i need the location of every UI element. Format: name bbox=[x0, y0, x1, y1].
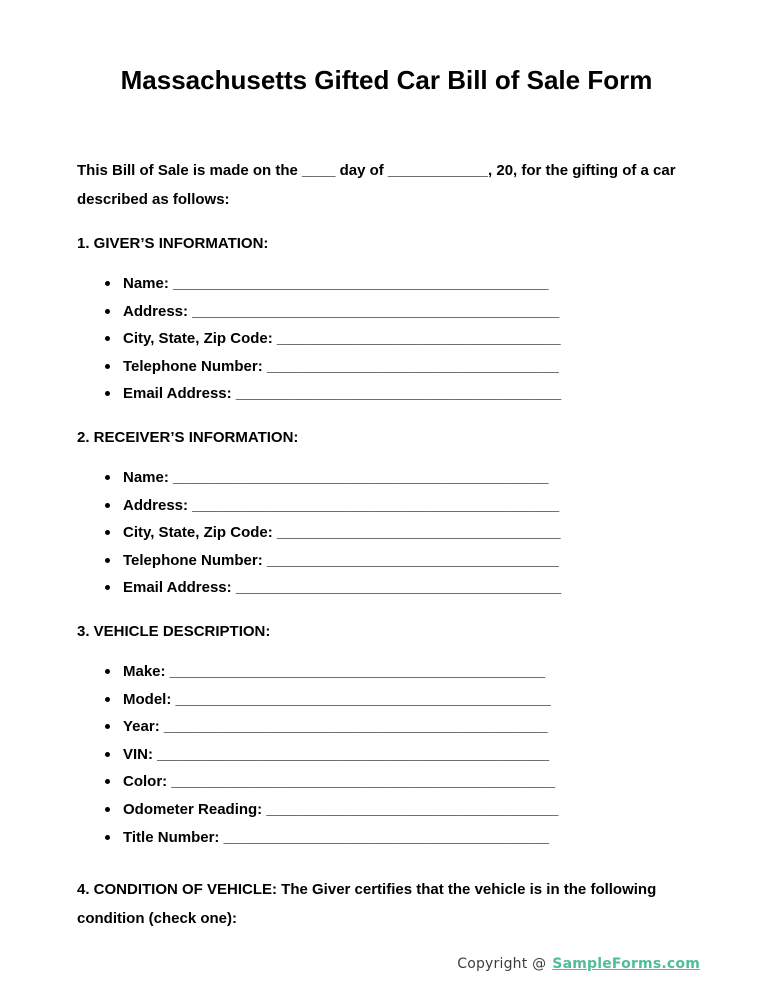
section-heading-condition-of-vehicle: 4. CONDITION OF VEHICLE: The Giver certifies that the vehicle is in the following condition (check one): bbox=[77, 881, 657, 928]
field-label: Name: _____________________________________________ bbox=[123, 468, 549, 486]
field-label: Email Address: _______________________________________ bbox=[123, 579, 562, 597]
field-label: Color: ______________________________________________ bbox=[123, 773, 556, 791]
section-heading-receivers-information: 2. RECEIVER’S INFORMATION: bbox=[77, 428, 299, 446]
copyright-text: Copyright @ bbox=[457, 956, 547, 972]
field-label: City, State, Zip Code: __________________________________ bbox=[123, 330, 561, 348]
field-giver-name bbox=[105, 270, 696, 298]
givers-information-list bbox=[77, 270, 696, 408]
field-giver-address bbox=[105, 298, 696, 326]
footer bbox=[457, 956, 700, 972]
field-receiver-address bbox=[105, 492, 696, 520]
field-vehicle-year bbox=[105, 713, 696, 741]
bullet-icon bbox=[105, 281, 110, 286]
bullet-icon bbox=[105, 835, 110, 840]
field-giver-telephone bbox=[105, 353, 696, 381]
bullet-icon bbox=[105, 309, 110, 314]
bullet-icon bbox=[105, 364, 110, 369]
field-vehicle-color bbox=[105, 768, 696, 796]
bullet-icon bbox=[105, 669, 110, 674]
bullet-icon bbox=[105, 391, 110, 396]
bullet-icon bbox=[105, 807, 110, 812]
bullet-icon bbox=[105, 558, 110, 563]
field-giver-city-state-zip bbox=[105, 325, 696, 353]
sampleforms-link[interactable]: SampleForms.com bbox=[552, 956, 700, 972]
field-label: Make: _____________________________________________ bbox=[123, 662, 546, 680]
field-label: Name: _____________________________________________ bbox=[123, 275, 549, 292]
bullet-icon bbox=[105, 503, 110, 508]
bullet-icon bbox=[105, 585, 110, 590]
field-label: Email Address: _______________________________________ bbox=[123, 385, 562, 403]
field-vehicle-odometer bbox=[105, 796, 696, 824]
bullet-icon bbox=[105, 724, 110, 729]
field-receiver-telephone bbox=[105, 547, 696, 575]
bullet-icon bbox=[105, 475, 110, 480]
field-vehicle-make bbox=[105, 658, 696, 686]
bullet-icon bbox=[105, 752, 110, 757]
field-label: Telephone Number: ___________________________________ bbox=[123, 551, 559, 569]
vehicle-description-list bbox=[77, 658, 696, 851]
field-receiver-city-state-zip bbox=[105, 519, 696, 547]
field-vehicle-title-number bbox=[105, 824, 696, 852]
field-receiver-name bbox=[105, 464, 696, 492]
field-label: Title Number: _______________________________________ bbox=[123, 828, 549, 846]
intro-paragraph: This Bill of Sale is made on the ____ day of ____________, 20, for the gifting of a car described as follows: bbox=[77, 162, 676, 208]
bullet-icon bbox=[105, 336, 110, 341]
field-label: Telephone Number: ___________________________________ bbox=[123, 357, 559, 375]
bullet-icon bbox=[105, 697, 110, 702]
field-label: VIN: _______________________________________________ bbox=[123, 745, 550, 763]
field-label: Odometer Reading: ___________________________________ bbox=[123, 800, 559, 818]
field-label: Address: ____________________________________________ bbox=[123, 496, 560, 514]
field-receiver-email bbox=[105, 574, 696, 602]
section-heading-givers-information: 1. GIVER’S INFORMATION: bbox=[77, 235, 269, 252]
field-vehicle-vin bbox=[105, 741, 696, 769]
bullet-icon bbox=[105, 530, 110, 535]
form-title: Massachusetts Gifted Car Bill of Sale Form bbox=[120, 65, 653, 95]
field-label: Model: _____________________________________________ bbox=[123, 690, 551, 708]
bullet-icon bbox=[105, 779, 110, 784]
receivers-information-list bbox=[77, 464, 696, 602]
field-giver-email bbox=[105, 380, 696, 408]
section-heading-vehicle-description: 3. VEHICLE DESCRIPTION: bbox=[77, 622, 271, 640]
field-label: City, State, Zip Code: __________________________________ bbox=[123, 524, 561, 542]
field-vehicle-model bbox=[105, 686, 696, 714]
field-label: Year: ______________________________________________ bbox=[123, 718, 548, 736]
field-label: Address: ____________________________________________ bbox=[123, 302, 560, 320]
